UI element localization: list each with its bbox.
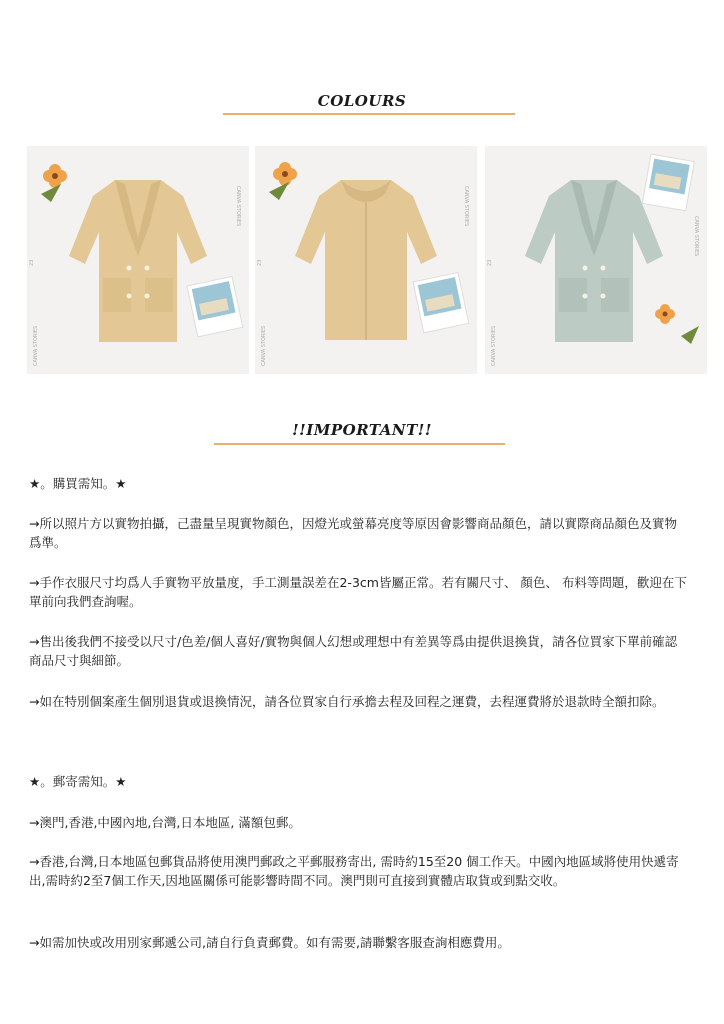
product-photo-beige-front <box>27 146 249 374</box>
product-photos <box>27 146 697 374</box>
postcard-decoration <box>642 154 694 211</box>
note-paragraph: →售出後我們不接受以尺寸/色差/個人喜好/實物與個人幻想或理想中有差異等爲由提供退換貨，請各位買家下單前確認商品尺寸與細節。 <box>29 634 678 668</box>
important-heading: !!IMPORTANT!! <box>292 421 432 439</box>
photo-side-label: CANVA STORIES <box>491 325 497 366</box>
photo-side-number: 23 <box>257 259 263 266</box>
note-paragraph: →如在特別個案產生個別退貨或退換情況，請各位買家自行承擔去程及回程之運費，去程運費將於退款時全額扣除。 <box>29 694 665 709</box>
photo-side-label: CANVA STORIES <box>693 216 699 257</box>
product-photo-beige-back <box>255 146 477 374</box>
purchase-notes-title <box>29 474 689 493</box>
note-paragraph: →所以照片方以實物拍攝，己盡量呈現實物顏色，因燈光或螢幕亮度等原因會影響商品顏色，請以實際商品顏色及實物爲準。 <box>29 516 677 550</box>
photo-side-label: CANVA STORIES <box>261 325 267 366</box>
purchase-note <box>29 692 689 711</box>
shipping-note <box>29 933 689 952</box>
purchase-note <box>29 632 689 670</box>
colours-heading: COLOURS <box>317 92 407 110</box>
photo-side-label: CANVA STORIES <box>33 325 39 366</box>
shipping-note <box>29 852 689 890</box>
shipping-notes-title <box>29 772 689 791</box>
section-title: ★。購買需知。★ <box>29 476 127 491</box>
purchase-note <box>29 573 689 611</box>
note-paragraph: →如需加快或改用別家郵遞公司,請自行負責郵費。如有需要,請聯繫客服查詢相應費用。 <box>29 935 510 950</box>
section-title: ★。郵寄需知。★ <box>29 774 127 789</box>
note-paragraph: →香港,台灣,日本地區包郵貨品將使用澳門郵政之平郵服務寄出, 需時約15至20 個工作天。中國內地區域將使用快遞寄出,需時約2至7個工作天,因地區關係可能影響時間不同。澳門則可直接到實體店取貨或到點交收。 <box>29 854 679 888</box>
purchase-note <box>29 514 689 552</box>
important-heading-underline <box>214 443 505 445</box>
photo-side-label: CANVA STORIES <box>235 186 241 227</box>
photo-side-number: 23 <box>487 259 493 266</box>
note-paragraph: →手作衣服尺寸均爲人手實物平放量度，手工測量誤差在2-3cm皆屬正常。若有關尺寸、 顏色、 布料等問題，歡迎在下單前向我們查詢喔。 <box>29 575 687 609</box>
photo-side-number: 23 <box>29 259 35 266</box>
note-paragraph: →澳門,香港,中國內地,台灣,日本地區, 滿額包郵。 <box>29 815 301 830</box>
shipping-note <box>29 813 689 832</box>
colours-heading-underline <box>223 113 515 115</box>
photo-side-label: CANVA STORIES <box>463 186 469 227</box>
product-photo-mint-front <box>485 146 707 374</box>
